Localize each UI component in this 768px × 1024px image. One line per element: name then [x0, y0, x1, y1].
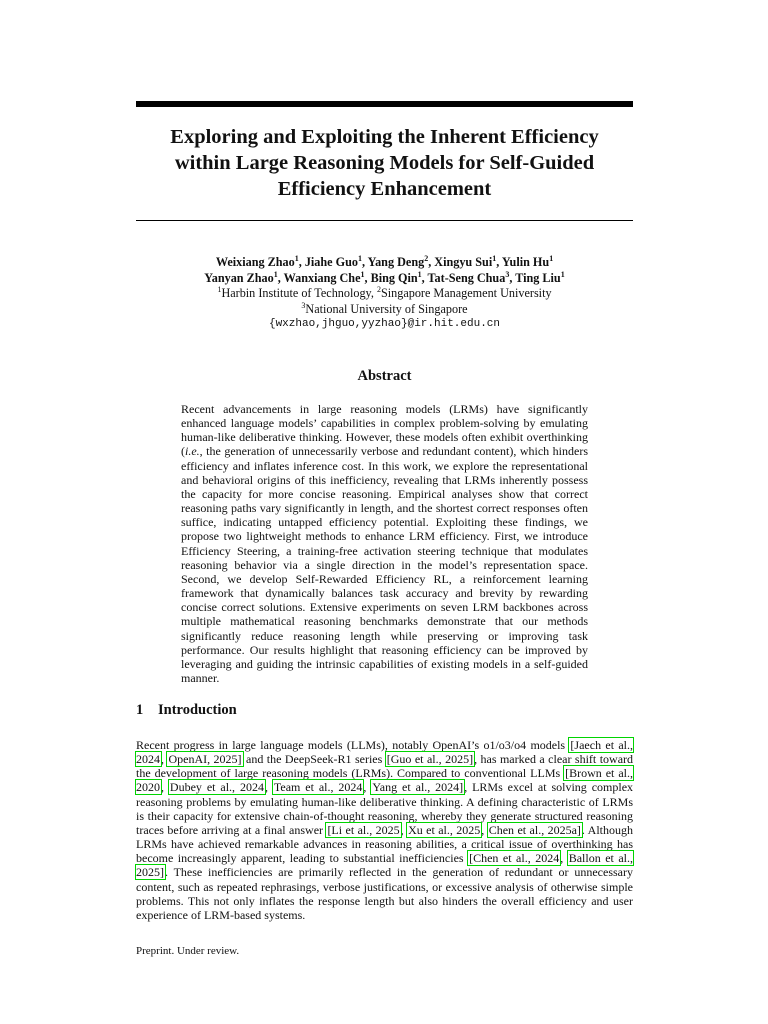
- author-affiliation-mark: 1: [357, 253, 362, 263]
- citation-link[interactable]: Xu et al., 2025: [408, 822, 481, 837]
- abstract-heading: Abstract: [357, 368, 412, 384]
- author-affiliation-mark: 2: [424, 253, 429, 263]
- author-affiliation-mark: 1: [360, 269, 365, 279]
- title-line: Exploring and Exploiting the Inherent Efficiency: [170, 126, 599, 148]
- title-line: within Large Reasoning Models for Self-Guided: [174, 152, 595, 174]
- title-rule: [136, 220, 633, 221]
- author-name: Weixiang Zhao: [215, 255, 295, 269]
- affiliation-line-1: $^1$Harbin Institute of Technology, $^2$Singapore Management University: [217, 285, 552, 301]
- citation-link[interactable]: Ballon et al., 2025]: [136, 851, 633, 880]
- author-name: Ting Liu: [515, 270, 561, 285]
- author-name: Tat-Seng Chua: [427, 270, 506, 285]
- citation-link[interactable]: Chen et al., 2025a]: [488, 822, 581, 837]
- author-name: Wanxiang Che: [283, 270, 361, 285]
- author-affiliation-mark: 1: [417, 269, 422, 279]
- paper-title: [136, 124, 633, 202]
- citation-link[interactable]: OpenAI, 2025]: [168, 752, 242, 767]
- author-name: Bing Qin: [370, 270, 418, 285]
- citation-link[interactable]: Team et al., 2024: [273, 780, 363, 795]
- introduction-body: Recent progress in large language models (LLMs), notably OpenAI’s o1/o3/o4 models [Jaech et al., 2024, OpenAI, 2025] and the DeepSeek-R1 series [Guo et al., 2025], has marked a clear shift toward the development of large reasoning models (LRMs). Compared to conventional LLMs [Brown et al., 2020, Dubey et al., 2024, Team et al., 2024, Yang et al., 2024], LRMs excel at solving complex reasoning problems by emulating human-like deliberative thinking. A defining characteristic of LRMs is their capacity for extensive chain-of-thought reasoning, whereby they generate structured reasoning traces before arriving at a final answer [Li et al., 2025, Xu et al., 2025, Chen et al., 2025a]. Although LRMs have achieved remarkable advances in reasoning abilities, a critical issue of overthinking has become increasingly apparent, leading to substantial inefficiencies [Chen et al., 2024, Ballon et al., 2025]. These inefficiencies are primarily reflected in the generation of redundant or unnecessary content, such as repeated rephrasings, verbose justifications, or excessive analysis of otherwise simple problems. This not only inflates the response length but also hinders the overall efficiency and user experience of LRM-based systems.: [136, 738, 634, 922]
- author-block: [136, 255, 633, 333]
- author-affiliation-mark: 3: [505, 269, 510, 279]
- page-footer: Preprint. Under review.: [136, 945, 240, 957]
- author-name: Jiahe Guo: [304, 255, 358, 269]
- author-name: Xingyu Sui: [434, 255, 493, 269]
- abstract-body: Recent advancements in large reasoning models (LRMs) have significantly enhanced language models’ capabilities in complex problem-solving by emulating human-like deliberative thinking. However, these models often exhibit overthinking (i.e., the generation of unnecessarily verbose and redundant content), which hinders efficiency and inflates inference cost. In this work, we explore the representational and behavioral origins of this inefficiency, revealing that LRMs inherently possess the capacity for more concise reasoning. Empirical analyses show that correct reasoning paths vary significantly in length, and the shortest correct responses often suffice, indicating untapped efficiency potential. Exploiting these findings, we propose two lightweight methods to enhance LRM efficiency. First, we introduce Efficiency Steering, a training-free activation steering technique that modulates reasoning behavior via a single direction in the model’s representation space. Second, we develop Self-Rewarded Efficiency RL, a reinforcement learning framework that dynamically balances task accuracy and brevity by rewarding concise correct solutions. Extensive experiments on seven LRM backbones across multiple mathematical reasoning benchmarks demonstrate that our methods significantly reduce reasoning length while preserving or improving task performance. Our results highlight that reasoning efficiency can be improved by leveraging and guiding the intrinsic capabilities of existing models in a self-guided manner.: [181, 402, 588, 685]
- author-affiliation-mark: 1: [560, 269, 565, 279]
- author-line-2: Yanyan Zhao$^1$, Wanxiang Che$^1$, Bing Qin$^1$, Tat-Seng Chua$^3$, Ting Liu$^1$: [204, 269, 565, 285]
- section-heading-introduction: [136, 702, 237, 719]
- author-email: {wxzhao,jhguo,yyzhao}@ir.hit.edu.cn: [268, 318, 501, 331]
- citation-link[interactable]: [Jaech et al., 2024: [136, 738, 634, 767]
- citation-link[interactable]: Yang et al., 2024]: [372, 780, 464, 795]
- section-number: 1: [136, 702, 144, 718]
- title-line: Efficiency Enhancement: [277, 178, 492, 200]
- section-title: Introduction: [158, 702, 237, 718]
- citation-link[interactable]: [Brown et al., 2020: [136, 766, 634, 795]
- citation-link[interactable]: Dubey et al., 2024: [169, 780, 264, 795]
- author-affiliation-mark: 1: [273, 269, 278, 279]
- author-name: Yanyan Zhao: [204, 270, 274, 285]
- author-affiliation-mark: 1: [549, 253, 554, 263]
- author-name: Yang Deng: [367, 255, 425, 269]
- author-affiliation-mark: 1: [492, 253, 497, 263]
- citation-link[interactable]: [Chen et al., 2024: [469, 851, 560, 866]
- author-name: Yulin Hu: [501, 255, 550, 269]
- author-affiliation-mark: 1: [294, 253, 299, 263]
- author-line-1: Weixiang Zhao$^1$, Jiahe Guo$^1$, Yang Deng$^2$, Xingyu Sui$^1$, Yulin Hu$^1$: [215, 253, 554, 269]
- citation-link[interactable]: [Li et al., 2025: [327, 822, 400, 837]
- affiliation-line-2: $^3$National University of Singapore: [301, 300, 468, 316]
- citation-link[interactable]: [Guo et al., 2025]: [386, 752, 474, 767]
- top-rule: [136, 101, 633, 107]
- abstract-ie: i.e.: [185, 444, 200, 459]
